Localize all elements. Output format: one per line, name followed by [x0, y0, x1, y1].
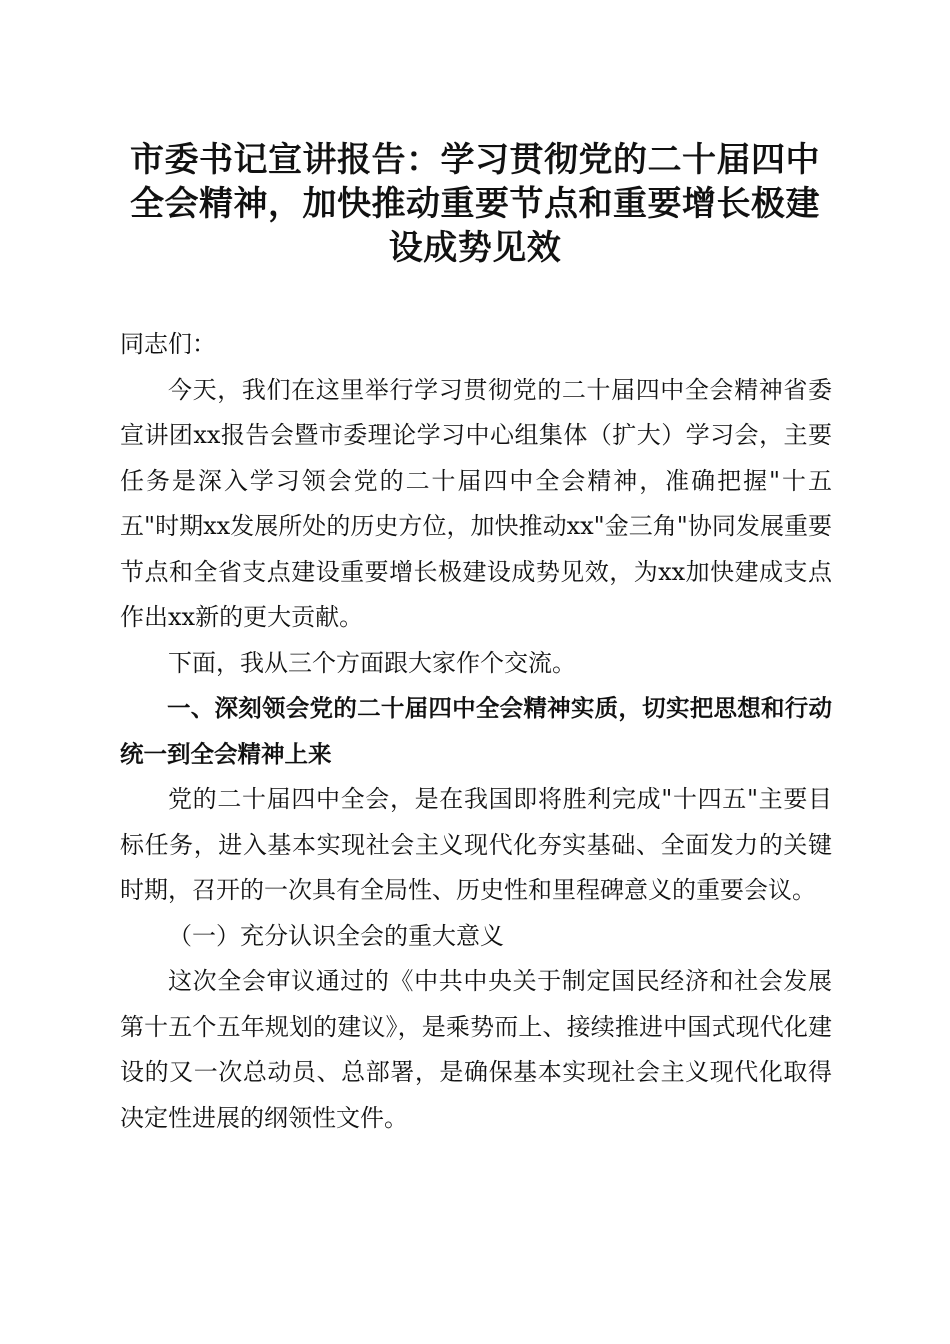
title-line-2: 全会精神，加快推动重要节点和重要增长极建: [130, 184, 820, 224]
transition-paragraph: 下面，我从三个方面跟大家作个交流。: [168, 648, 576, 677]
salutation: 同志们：: [120, 330, 216, 358]
section-1-paragraph: 党的二十届四中全会，是在我国即将胜利完成"十四五"主要目标任务，进入基本实现社会主义现代化夯实基础、全面发力的关键时期，召开的一次具有全局性、历史性和里程碑意义的重要会议。: [120, 785, 832, 904]
title-line-3: 设成势见效: [388, 228, 562, 268]
subsection-1-heading: （一）充分认识全会的重大意义: [168, 921, 504, 950]
section-1-heading: 一、深刻领会党的二十届四中全会精神实质，切实把思想和行动统一到全会精神上来: [120, 694, 832, 768]
document-body: [120, 322, 832, 1141]
intro-paragraph: 今天，我们在这里举行学习贯彻党的二十届四中全会精神省委宣讲团xx报告会暨市委理论学习中心组集体（扩大）学习会，主要任务是深入学习领会党的二十届四中全会精神，准确把握"十五五"时期xx发展所处的历史方位，加快推动xx"金三角"协同发展重要节点和全省支点建设重要增长极建设成势见效，为xx加快建成支点作出xx新的更大贡献。: [120, 375, 832, 631]
document-title: [100, 138, 850, 270]
subsection-1-paragraph: 这次全会审议通过的《中共中央关于制定国民经济和社会发展第十五个五年规划的建议》，是乘势而上、接续推进中国式现代化建设的又一次总动员、总部署，是确保基本实现社会主义现代化取得决定性进展的纲领性文件。: [120, 967, 832, 1132]
title-line-1: 市委书记宣讲报告：学习贯彻党的二十届四中: [130, 140, 820, 180]
